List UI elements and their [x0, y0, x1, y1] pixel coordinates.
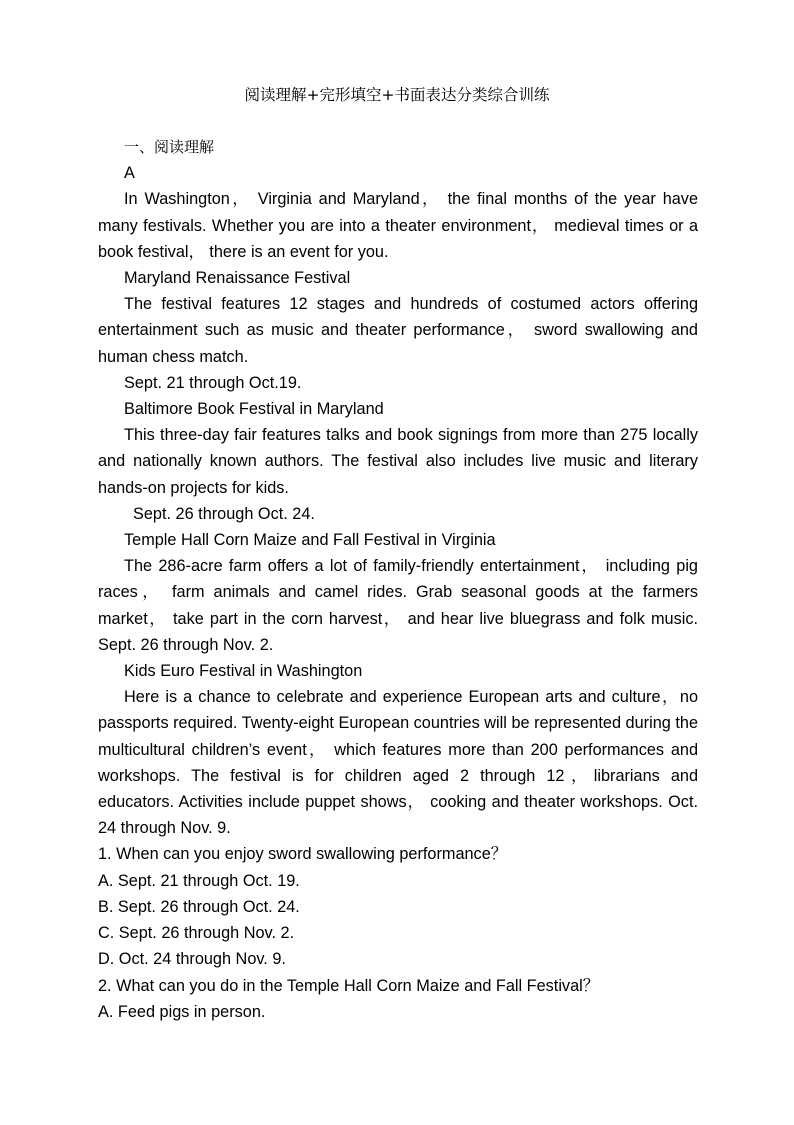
festival-name-1: Maryland Renaissance Festival	[124, 269, 351, 288]
festival-desc-1: The festival features 12 stages and hundreds of costumed actors offering entertainment such as music and theater performance， sword swallowing and human chess match.	[98, 295, 698, 366]
festival-desc-2: This three-day fair features talks and book signings from more than 275 locally and nationally known authors. The festival also includes live music and literary hands-on projects for kids.	[98, 426, 698, 497]
festival-desc-4: Here is a chance to celebrate and experience European arts and culture，no passports required. Twenty-eight European countries will be represented during the multicultural children’s event， which features more than 200 performances and workshops. The festival is for children aged 2 through 12，librarians and educators. Activities include puppet shows， cooking and theater workshops. Oct. 24 through Nov. 9.	[98, 688, 698, 838]
festival-desc-3: The 286-acre farm offers a lot of family-friendly entertainment， including pig races， farm animals and camel rides. Grab seasonal goods at the farmers market， take part in the corn harvest， and hear live bluegrass and folk music. Sept. 26 through Nov. 2.	[98, 557, 698, 654]
intro-paragraph: In Washington， Virginia and Maryland， the final months of the year have many festivals. Whether you are into a theater environment， medieval times or a book festival， there is an event for you.	[98, 190, 698, 261]
festival-name-4: Kids Euro Festival in Washington	[124, 662, 363, 681]
question-1-option-d: D. Oct. 24 through Nov. 9.	[98, 950, 286, 969]
document-title: 阅读理解+完形填空+书面表达分类综合训练	[244, 86, 550, 104]
question-2-stem: 2. What can you do in the Temple Hall Corn Maize and Fall Festival？	[98, 976, 600, 995]
passage-label: A	[124, 164, 135, 183]
question-2-option-a: A. Feed pigs in person.	[98, 1002, 266, 1021]
document-body	[98, 134, 698, 1025]
question-1-stem: 1. When can you enjoy sword swallowing performance？	[98, 845, 508, 864]
question-1-option-b: B. Sept. 26 through Oct. 24.	[98, 897, 300, 916]
festival-date-1: Sept. 21 through Oct.19.	[124, 373, 302, 392]
festival-name-3: Temple Hall Corn Maize and Fall Festival in Virginia	[124, 531, 496, 550]
festival-date-2: Sept. 26 through Oct. 24.	[133, 504, 315, 523]
festival-name-2: Baltimore Book Festival in Maryland	[124, 400, 384, 419]
question-1-option-a: A. Sept. 21 through Oct. 19.	[98, 871, 300, 890]
question-1-option-c: C. Sept. 26 through Nov. 2.	[98, 924, 295, 943]
section-heading: 一、阅读理解	[124, 138, 215, 156]
